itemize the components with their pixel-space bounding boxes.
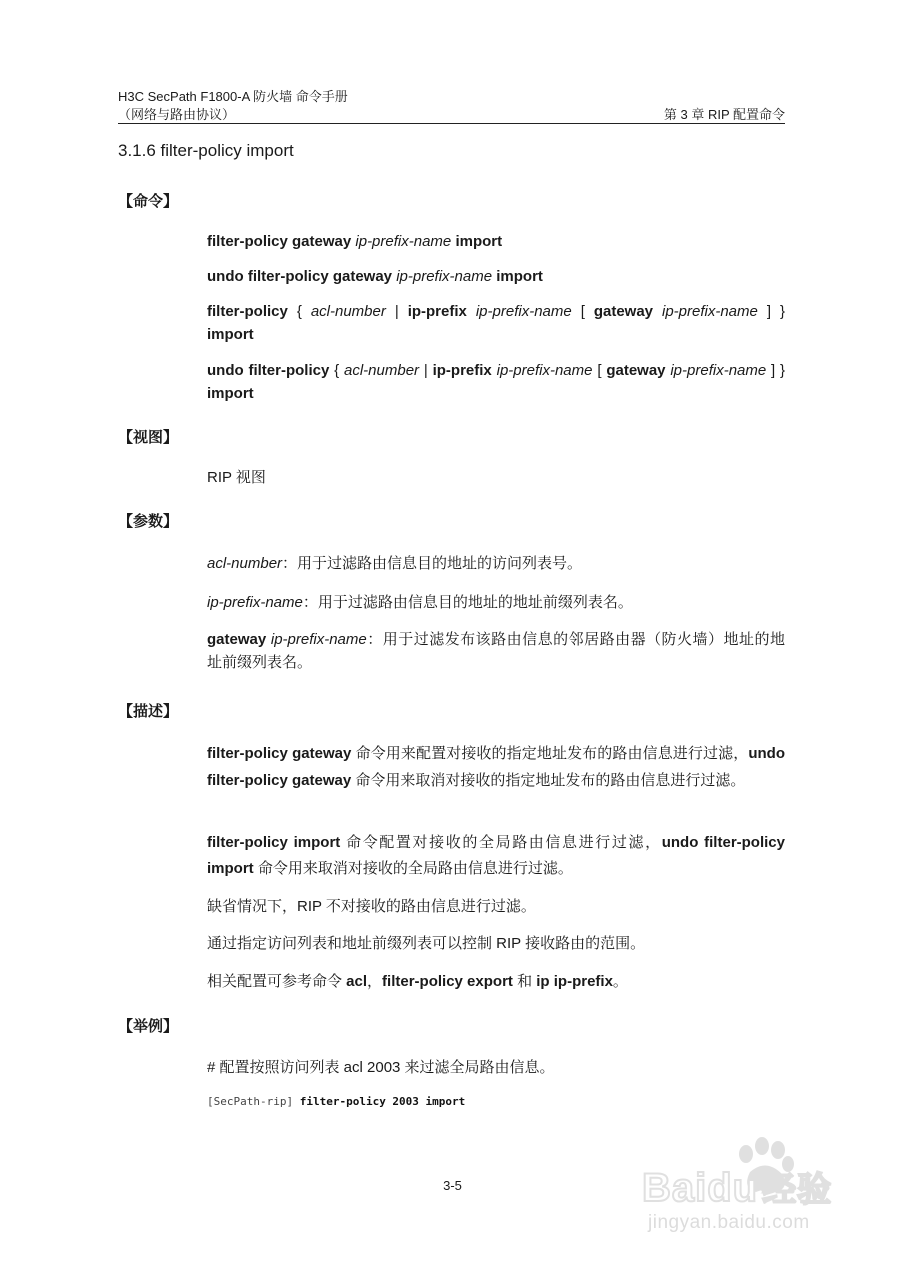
command-line-4 [207, 359, 785, 405]
example-code [207, 1094, 465, 1110]
command-line-3 [207, 300, 785, 346]
keyword: undo filter-policy gateway [207, 745, 785, 789]
keyword: import [496, 268, 543, 285]
argument: ip-prefix-name [496, 362, 593, 379]
example-comment: # 配置按照访问列表 acl 2003 来过滤全局路由信息。 [207, 1059, 555, 1076]
watermark-brand-part2: du [707, 1166, 759, 1210]
page-number: 3-5 [443, 1178, 462, 1193]
description-paragraph-1 [207, 740, 785, 794]
paragraph-text: 和 [512, 973, 537, 990]
paragraph-text: 命令用来取消对接收的指定地址发布的路由信息进行过滤。 [351, 772, 746, 789]
param-name: ip-prefix-name [207, 594, 303, 611]
label-params: 【参数】 [118, 513, 179, 530]
chapter-title: 第 3 章 RIP 配置命令 [663, 107, 785, 122]
keyword: undo filter-policy import [207, 834, 785, 877]
section-title: 3.1.6 filter-policy import [118, 141, 294, 160]
manual-title-line1: H3C SecPath F1800-A 防火墙 命令手册 [118, 89, 348, 104]
keyword: gateway [606, 362, 666, 379]
watermark-brand-cn: 经验 [762, 1171, 833, 1209]
argument: ip-prefix-name [355, 233, 452, 250]
description-paragraph-2 [207, 830, 785, 882]
paragraph-text: 。 [612, 973, 628, 990]
command-line-1 [207, 230, 785, 253]
keyword: acl [346, 973, 368, 990]
manual-title-line2: （网络与路由协议） [118, 107, 236, 122]
keyword: undo filter-policy [207, 362, 330, 379]
keyword: ip ip-prefix [536, 973, 613, 990]
syntax-symbol: } [780, 362, 786, 379]
header-divider [118, 123, 785, 124]
cli-command: filter-policy 2003 import [299, 1095, 466, 1108]
description-paragraph-3: 缺省情况下，RIP 不对接收的路由信息进行过滤。 [207, 898, 536, 915]
paragraph-text: 相关配置可参考命令 [207, 973, 347, 990]
syntax-symbol: } [779, 303, 785, 320]
keyword: undo filter-policy gateway [207, 268, 393, 285]
syntax-symbol: [ [580, 303, 585, 320]
param-ip-prefix-name [207, 591, 785, 614]
baidu-jingyan-watermark [642, 1132, 852, 1242]
manual-title [118, 88, 348, 124]
argument: ip-prefix-name [396, 268, 493, 285]
keyword: gateway [593, 303, 654, 320]
keyword: import [207, 385, 254, 402]
keyword: import [207, 326, 254, 343]
paragraph-text: 命令用来配置对接收的指定地址发布的路由信息进行过滤， [351, 745, 749, 762]
view-text: RIP 视图 [207, 469, 266, 486]
description-paragraph-5 [207, 970, 785, 993]
syntax-symbol: ] [771, 362, 776, 379]
syntax-symbol: | [394, 303, 399, 320]
syntax-symbol: | [423, 362, 428, 379]
command-line-2 [207, 265, 785, 288]
param-acl-number [207, 552, 785, 575]
syntax-symbol: ] [766, 303, 772, 320]
description-paragraph-4: 通过指定访问列表和地址前缀列表可以控制 RIP 接收路由的范围。 [207, 935, 646, 952]
keyword: filter-policy gateway [207, 233, 352, 250]
syntax-symbol: { [334, 362, 340, 379]
cli-prompt: [SecPath-rip] [207, 1095, 294, 1108]
param-gateway [207, 628, 785, 674]
argument: ip-prefix-name [662, 303, 758, 320]
separator: ， [367, 973, 383, 990]
paragraph-text: 命令配置对接收的全局路由信息进行过滤， [340, 834, 662, 851]
keyword: filter-policy gateway [207, 745, 352, 762]
paragraph-text: 命令用来取消对接收的全局路由信息进行过滤。 [253, 860, 573, 877]
keyword: ip-prefix [432, 362, 492, 379]
argument: ip-prefix-name [475, 303, 572, 320]
syntax-symbol: [ [597, 362, 602, 379]
label-view: 【视图】 [118, 429, 179, 446]
keyword: ip-prefix [407, 303, 467, 320]
keyword: import [455, 233, 503, 250]
label-example: 【举例】 [118, 1018, 179, 1035]
param-name: ip-prefix-name [270, 631, 367, 648]
param-desc: ：用于过滤路由信息目的地址的地址前缀列表名。 [302, 594, 633, 611]
param-keyword: gateway [207, 631, 267, 648]
param-name: acl-number [207, 555, 283, 572]
keyword: filter-policy [207, 303, 288, 320]
argument: acl-number [344, 362, 420, 379]
label-command: 【命令】 [118, 193, 179, 210]
keyword: filter-policy import [207, 834, 341, 851]
watermark-brand [642, 1162, 832, 1211]
argument: acl-number [310, 303, 386, 320]
watermark-brand-part1: Bai [642, 1166, 708, 1210]
keyword: filter-policy export [382, 973, 513, 990]
param-desc: ：用于过滤路由信息目的地址的访问列表号。 [282, 555, 583, 572]
argument: ip-prefix-name [670, 362, 767, 379]
syntax-symbol: { [296, 303, 302, 320]
param-desc: ：用于过滤发布该路由信息的邻居路由器（防火墙）地址的地址前缀列表名。 [207, 631, 785, 671]
watermark-url: jingyan.baidu.com [648, 1212, 810, 1233]
label-description: 【描述】 [118, 703, 179, 720]
